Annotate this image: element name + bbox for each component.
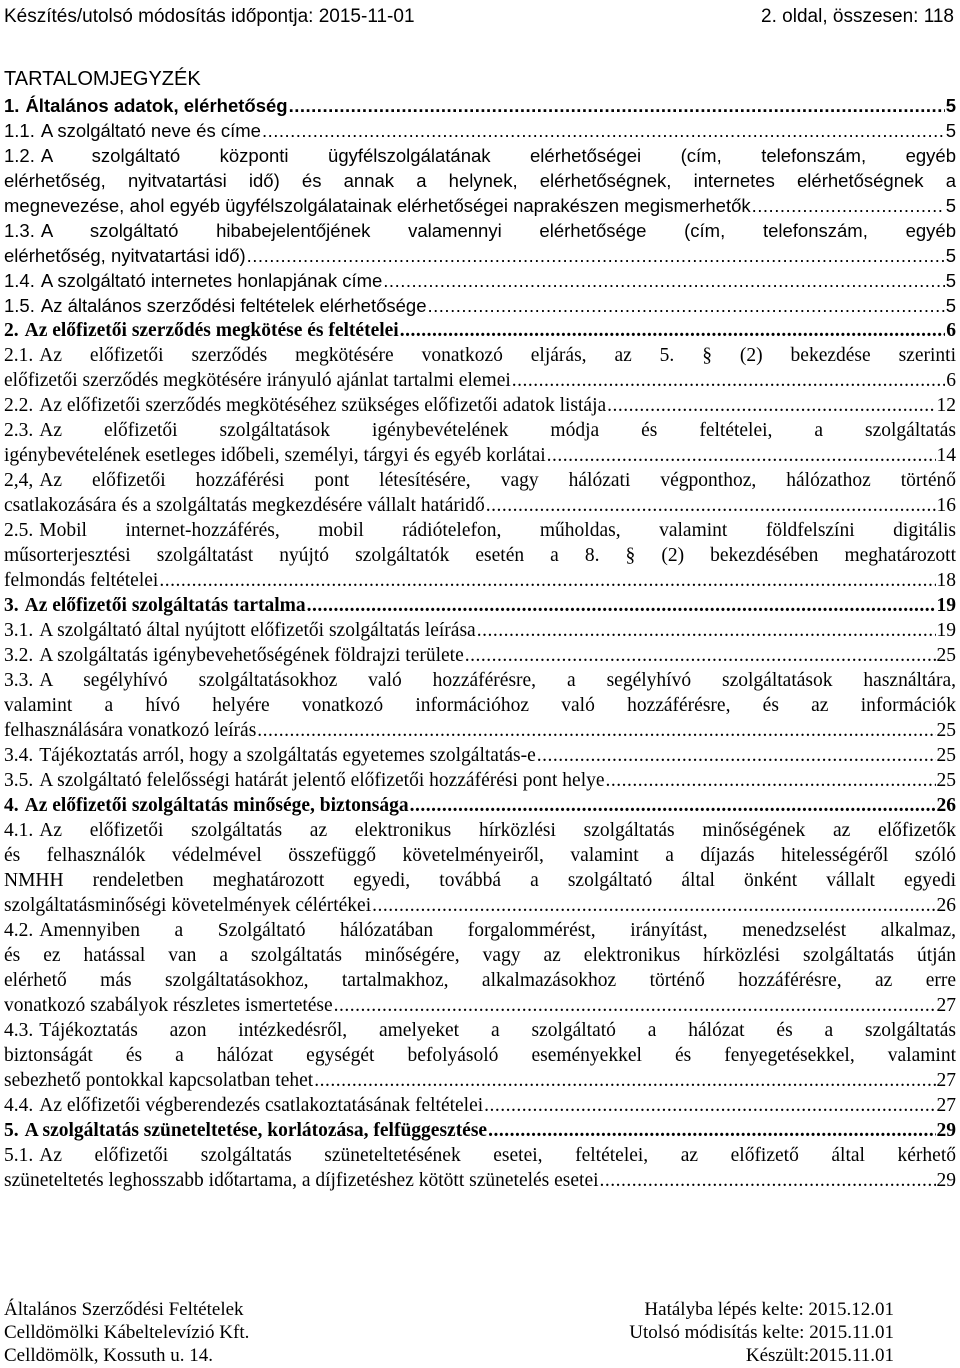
toc-entry[interactable] [4,743,956,768]
dot-leader [547,443,936,468]
toc-entry-title: A szolgáltató felelősségi határát jelentő előfizetői hozzáférési pont helye [39,770,605,791]
toc-entry[interactable] [4,1143,956,1193]
toc-entry-title-line: műsorterjesztési szolgáltatást nyújtó szolgáltatók esetén a 8. § (2) bekezdésében meghatározott [4,545,956,566]
dot-leader [307,593,936,618]
toc-entry[interactable] [4,143,956,218]
dot-leader [383,268,944,293]
toc-page-number: 25 [936,720,956,741]
toc-entry-title-end: felhasználására vonatkozó leírás [4,720,257,741]
toc-entry[interactable] [4,518,956,593]
dot-leader [262,118,945,143]
toc-entry[interactable] [4,618,956,643]
toc-entry-title-line: Amennyiben a Szolgáltató hálózatában forgalommérést, irányítást, menedzselést alkalmaz, [39,920,956,941]
toc-entry[interactable] [4,643,956,668]
dot-leader [372,893,935,918]
dot-leader [428,293,945,318]
toc-entry[interactable] [4,1018,956,1093]
toc-entry-title-line: Az előfizetői szolgáltatások igénybevételének módja és feltételei, a szolgáltatás [39,420,956,441]
header-page-count: 2. oldal, összesen: 118 [761,6,954,27]
toc-page-number: 27 [936,1070,956,1091]
toc-page-number: 5 [945,270,956,291]
toc-page-number: 5 [945,120,956,141]
toc-entry-title-line: NMHH rendeletben meghatározott egyedi, továbbá a szolgáltató által önként vállalt egyedi [4,870,956,891]
toc-page-number: 16 [936,495,956,516]
toc-entry[interactable] [4,1093,956,1118]
toc-entry-title-line: A szolgáltató központi ügyfélszolgálatának elérhetőségei (cím, telefonszám, egyéb [40,145,956,166]
toc-page-number: 6 [946,320,956,341]
dot-leader [600,1168,936,1193]
toc-entry-number: 3.5. [4,770,34,791]
toc-entry-number: 2.2. [4,395,34,416]
toc-page-number: 12 [936,395,956,416]
toc-entry-number: 2. [4,320,19,341]
toc-entry-number: 3.2. [4,645,34,666]
toc-entry-number: 1.1. [4,120,35,141]
toc-entry-title-end: szolgáltatásminőségi követelmények célértékei [4,895,372,916]
toc-entry-title-end: igénybevételének esetleges időbeli, személyi, tárgyi és egyéb korlátai [4,445,546,466]
dot-leader [477,618,936,643]
toc-entry-number: 2.1. [4,345,34,366]
toc-entry-number: 5. [4,1120,19,1141]
toc-entry-title-end: csatlakozására és a szolgáltatás megkezdésére vállalt határidő [4,495,485,516]
toc-entry-title: Tájékoztatás arról, hogy a szolgáltatás egyetemes szolgáltatás-e [39,745,536,766]
toc-entry[interactable] [4,593,956,618]
toc-entry-title-line: és ez hatással van a szolgáltatás minőségére, vagy az elektronikus hírközlési szolgáltatás útján [4,945,956,966]
toc-entry-title: A szolgáltató internetes honlapjának címe [40,270,383,291]
toc-entry-number: 1.4. [4,270,35,291]
toc-title: TARTALOMJEGYZÉK [4,68,201,90]
toc-entry-title-end: előfizetői szerződés megkötésére irányuló ajánlat tartalmi elemei [4,370,511,391]
toc-entry[interactable] [4,268,956,293]
footer-document-name: Általános Szerződési Feltételek [4,1299,244,1320]
toc-entry[interactable] [4,93,956,118]
toc-entry-number: 5.1. [4,1145,34,1166]
toc-entry[interactable] [4,793,956,818]
toc-page-number: 27 [936,995,956,1016]
toc-entry[interactable] [4,918,956,1018]
toc-entry[interactable] [4,468,956,518]
dot-leader [606,768,936,793]
toc-page-number: 5 [945,245,956,266]
toc-entry-title-end: szüneteltetés leghosszabb időtartama, a díjfizetéshez kötött szünetelés esetei [4,1170,599,1191]
dot-leader [484,1093,935,1118]
toc-entry-number: 3. [4,595,19,616]
toc-entry-title-end: elérhetőség, nyitvatartási idő) [4,245,246,266]
toc-entry-number: 3.3. [4,670,34,691]
toc-page-number: 19 [936,595,956,616]
dot-leader [512,368,945,393]
toc-entry-title-end: felmondás feltételei [4,570,159,591]
toc-page-number: 18 [936,570,956,591]
toc-page-number: 29 [936,1170,956,1191]
toc-entry[interactable] [4,1118,956,1143]
toc-entry-title: Általános adatok, elérhetőség [25,95,288,116]
toc-entry-title-line: Az előfizetői szolgáltatás szüneteltetésének esetei, feltételei, az előfizető által kérhető [39,1145,956,1166]
toc-entry-title-end: sebezhető pontokkal kapcsolatban tehet [4,1070,314,1091]
toc-entry-number: 3.1. [4,620,34,641]
toc-entry[interactable] [4,318,956,343]
toc-page-number: 5 [945,295,956,316]
toc-entry-title: Az előfizetői szolgáltatás tartalma [24,595,306,616]
footer-effective-date: Hatályba lépés kelte: 2015.12.01 [644,1299,894,1320]
toc-entry-number: 2.3. [4,420,34,441]
toc-entry-title-line: elérhetőség, nyitvatartási idő) és annak a helynek, elérhetőségnek, internetes elérhetőségnek a [4,170,956,191]
toc-page-number: 25 [936,745,956,766]
toc-entry[interactable] [4,293,956,318]
toc-entry[interactable] [4,343,956,393]
dot-leader [314,1068,935,1093]
dot-leader [607,393,935,418]
toc-entry[interactable] [4,818,956,918]
toc-entry-title: Az előfizetői végberendezés csatlakoztatásának feltételei [39,1095,484,1116]
toc-entry-title-line: Mobil internet-hozzáférés, mobil rádiótelefon, műholdas, valamint földfelszíni digitális [39,520,956,541]
page-header [0,6,960,32]
toc-entry-number: 4.1. [4,820,34,841]
toc-entry-title: Az előfizetői szerződés megkötéséhez szükséges előfizetői adatok listája [39,395,607,416]
toc-page-number: 27 [936,1095,956,1116]
toc-entry-title: Az általános szerződési feltételek elérhetősége [40,295,427,316]
dot-leader [486,493,936,518]
dot-leader [247,243,945,268]
toc-entry-title-line: és felhasználók védelmével összefüggő követelményeiről, valamint a díjazás hitelességéről szóló [4,845,956,866]
toc-entry-title-line: Az előfizetői szolgáltatás az elektronikus hírközlési szolgáltatás minőségének az előfizetők [39,820,956,841]
table-of-contents [4,93,956,1193]
toc-entry-title: A szolgáltató által nyújtott előfizetői szolgáltatás leírása [39,620,476,641]
dot-leader [334,993,936,1018]
toc-entry-title-end: vonatkozó szabályok részletes ismertetése [4,995,333,1016]
toc-entry-title: Az előfizetői szolgáltatás minősége, biztonsága [24,795,409,816]
toc-entry-title: A szolgáltatás szüneteltetése, korlátozása, felfüggesztése [24,1120,488,1141]
toc-entry-number: 1. [4,95,20,116]
toc-page-number: 19 [936,620,956,641]
footer-modified-date: Utolsó módisítás kelte: 2015.11.01 [629,1322,894,1343]
footer-address: Celldömölk, Kossuth u. 14. [4,1345,214,1366]
toc-entry-title-end: megnevezése, ahol egyéb ügyfélszolgálatainak elérhetőségei naprakészen megismerhetők [4,195,751,216]
dot-leader [400,318,946,343]
footer-company: Celldömölki Kábeltelevízió Kft. [4,1322,250,1343]
toc-entry-title-line: valamint a hívó helyére vonatkozó információhoz való hozzáférésre, és az információk [4,695,956,716]
toc-entry-number: 2,4, [4,470,34,491]
toc-page-number: 5 [945,95,956,116]
toc-entry-number: 2.5. [4,520,34,541]
toc-page-number: 25 [936,645,956,666]
toc-entry[interactable] [4,218,956,268]
toc-page-number: 6 [946,370,956,391]
toc-entry[interactable] [4,418,956,468]
toc-entry-number: 4. [4,795,19,816]
toc-entry-number: 4.4. [4,1095,34,1116]
toc-entry[interactable] [4,668,956,743]
dot-leader [410,793,936,818]
toc-entry-number: 4.2. [4,920,34,941]
toc-page-number: 14 [936,445,956,466]
toc-entry-number: 1.2. [4,145,35,166]
dot-leader [257,718,935,743]
dot-leader [465,643,936,668]
toc-page-number: 26 [936,795,956,816]
toc-entry[interactable] [4,393,956,418]
toc-page-number: 5 [945,195,956,216]
dot-leader [488,1118,935,1143]
toc-entry-title-line: biztonságát és a hálózat egységét befolyásoló eseményekkel és fenyegetésekkel, valamint [4,1045,956,1066]
dot-leader [752,193,945,218]
dot-leader [159,568,935,593]
toc-entry-title: Az előfizetői szerződés megkötése és feltételei [24,320,399,341]
toc-entry-title-line: Tájékoztatás azon intézkedésről, amelyeket a szolgáltató a hálózat és a szolgáltatás [39,1020,956,1041]
dot-leader [537,743,936,768]
toc-page-number: 29 [936,1120,956,1141]
toc-entry-number: 1.3. [4,220,35,241]
toc-entry-number: 4.3. [4,1020,34,1041]
toc-entry-title-line: Az előfizetői szerződés megkötésére vonatkozó eljárás, az 5. § (2) bekezdése szerinti [39,345,956,366]
toc-entry-number: 3.4. [4,745,34,766]
dot-leader [289,93,945,118]
toc-entry[interactable] [4,768,956,793]
toc-entry-title: A szolgáltatás igénybevehetőségének földrajzi területe [39,645,464,666]
toc-page-number: 25 [936,770,956,791]
footer-created-date: Készült:2015.11.01 [745,1345,894,1366]
toc-entry-title-line: elérhető más szolgáltatásokhoz, tartalmakhoz, alkalmazásokhoz történő hozzáférésre, az erre [4,970,956,991]
toc-entry[interactable] [4,118,956,143]
toc-entry-number: 1.5. [4,295,35,316]
toc-entry-title-line: A szolgáltató hibabejelentőjének valamennyi elérhetősége (cím, telefonszám, egyéb [40,220,956,241]
toc-page-number: 26 [936,895,956,916]
toc-entry-title-line: A segélyhívó szolgáltatásokhoz való hozzáférésre, a segélyhívó szolgáltatások használtára, [39,670,956,691]
toc-entry-title-line: Az előfizetői hozzáférési pont létesítésére, vagy hálózati végponthoz, hálózathoz történő [39,470,956,491]
header-timestamp: Készítés/utolsó módosítás időpontja: 2015-11-01 [4,6,415,27]
toc-entry-title: A szolgáltató neve és címe [40,120,261,141]
